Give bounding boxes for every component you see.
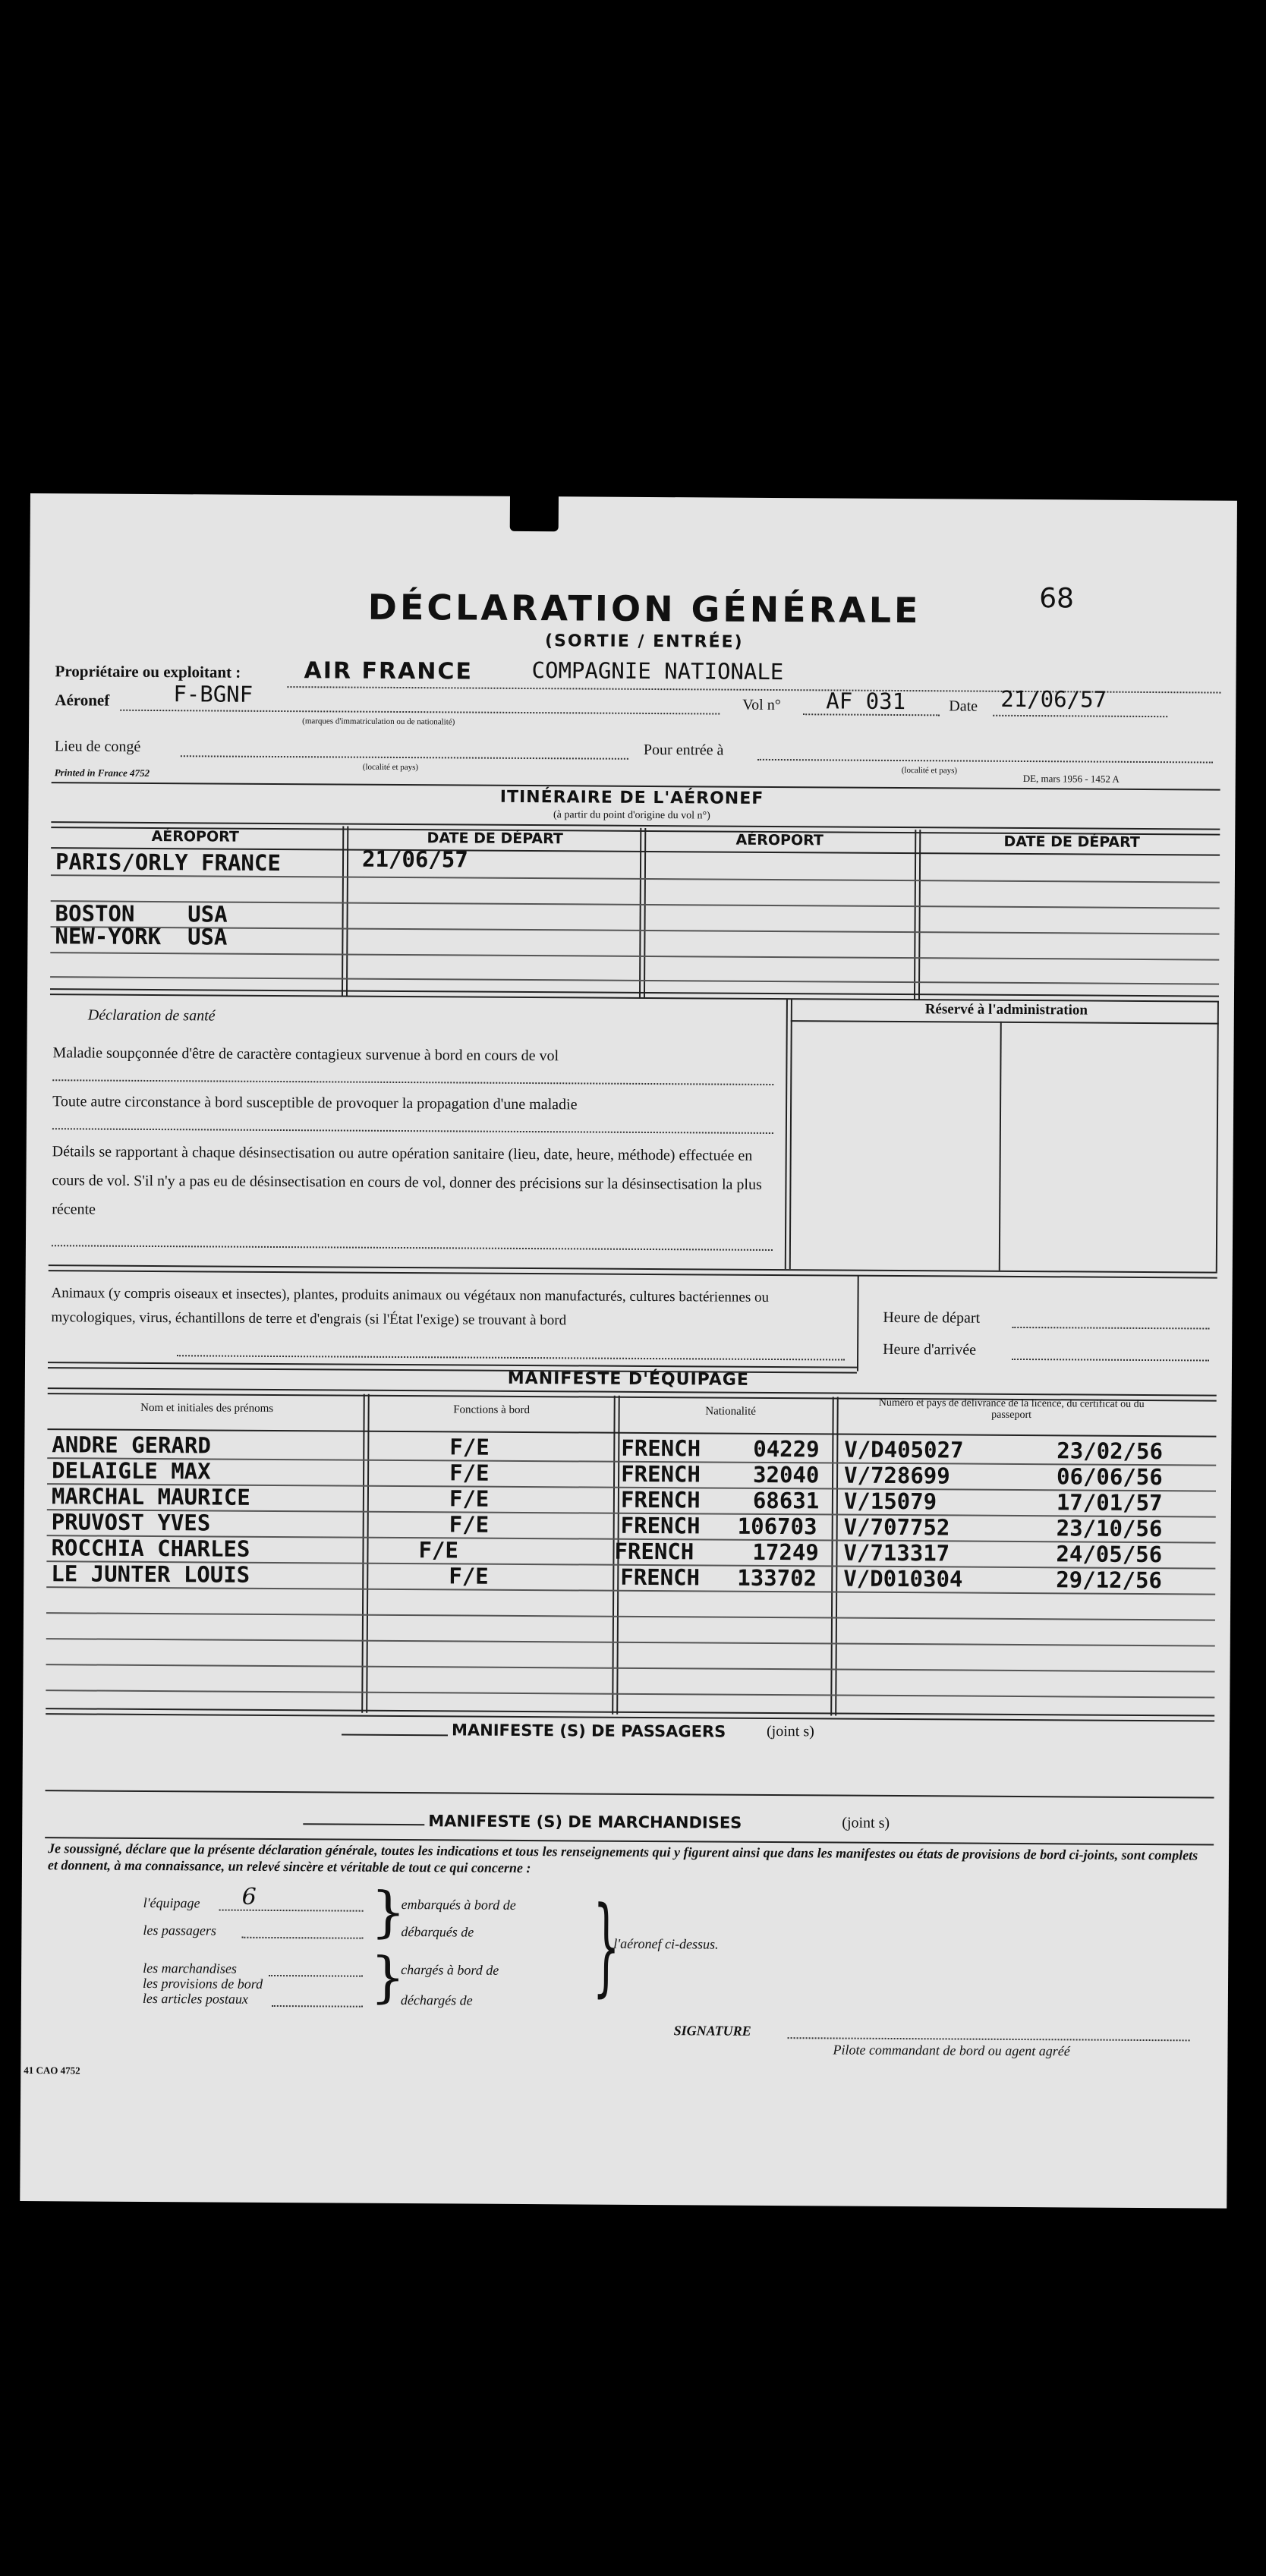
crew-row-function: F/E [449,1563,489,1589]
aeronef-value: F-BGNF [173,681,254,707]
crew-row-license: V/713317 [843,1539,950,1567]
proprietaire-value-2: COMPAGNIE NATIONALE [531,657,784,685]
marchandises-label: les marchandises [143,1960,238,1976]
crew-heading: MANIFESTE D'ÉQUIPAGE [507,1368,750,1390]
pour-entree-line [757,759,1213,764]
vol-line [803,713,940,716]
signature-label: SIGNATURE [673,2023,751,2039]
heure-arrivee-label: Heure d'arrivée [883,1340,977,1359]
heure-arrivee-line [1012,1359,1209,1362]
reserved-box-left-b [789,999,792,1269]
itinerary-divider-3 [914,830,916,1000]
itinerary-row2-airport: BOSTON USA [55,900,228,927]
itinerary-subheading: (à partir du point d'origine du vol n°) [553,809,710,822]
reserved-box-right [1216,1002,1219,1272]
crew-row-number: 17249 [752,1538,819,1566]
crew-row-license: V/707752 [843,1513,950,1541]
crew-row-date: 23/02/56 [1057,1438,1164,1465]
crew-row-function: F/E [418,1537,458,1564]
passengers-leader [342,1734,448,1737]
heure-depart-label: Heure de départ [883,1308,981,1327]
page-number: 68 [1039,583,1075,615]
itinerary-row-line [51,874,1220,883]
printed-in-label: Printed in France 4752 [54,767,150,779]
itinerary-bottom-rule [50,988,1219,1002]
equipage-value: 6 [241,1883,257,1910]
crew-row-date: 24/05/56 [1056,1541,1163,1568]
lieu-conge-line [181,755,628,760]
equipage-line [219,1910,364,1912]
pour-entree-label: Pour entrée à [643,741,724,759]
declaration-form-page [20,493,1237,2209]
col-date-depart-1: DATE DE DÉPART [427,830,563,848]
health-bottom-rule [49,1264,1217,1278]
date-value: 21/06/57 [1000,685,1107,713]
crew-row-date: 23/10/56 [1056,1515,1163,1542]
crew-row-nationality: FRENCH [621,1434,701,1462]
crew-row-name: LE JUNTER LOUIS [51,1560,250,1588]
reserved-box-left [785,999,788,1269]
proprietaire-value-1: AIR FRANCE [304,657,474,685]
date-line [993,715,1167,717]
itinerary-divider-2 [639,828,641,998]
col-aeroport-1: AÉROPORT [151,827,239,846]
aeronef-hint: (marques d'immatriculation ou de nationalité) [302,716,455,727]
decharges-label: déchargés de [400,1992,473,2008]
passagers-line [241,1937,363,1939]
animals-box-divider [857,1276,859,1371]
itinerary-heading: ITINÉRAIRE DE L'AÉRONEF [499,787,764,808]
form-code: 41 CAO 4752 [24,2064,80,2077]
date-label: Date [949,698,978,715]
crew-row-name: ANDRE GERARD [52,1431,211,1459]
aeronef-ci-dessus: l'aéronef ci-dessus. [613,1935,719,1952]
col-aeroport-2: AÉROPORT [735,831,824,849]
crew-col-license: Numéro et pays de délivrance de la licence, du certificat ou du passeport [878,1397,1145,1422]
vol-value: AF 031 [826,688,906,715]
passengers-joint: (joint s) [766,1722,814,1740]
aeronef-label: Aéronef [55,691,110,710]
animals-rule [177,1355,845,1360]
form-subtitle: (SORTIE / ENTRÉE) [544,631,744,652]
animals-text: Animaux (y compris oiseaux et insectes), plantes, produits animaux ou végétaux non manufacturés, cultures bactériennes ou mycologiques, virus, échantillons de terre et d'engrais (si l'État l'exige) se trouvant à bord [51,1285,770,1329]
lieu-conge-label: Lieu de congé [54,738,141,755]
crew-row-date: 29/12/56 [1056,1567,1163,1594]
declaration-text: Je soussigné, déclare que la présente déclaration générale, toutes les indications et tous les renseignements qui y figurent ainsi que dans les manifestes ou états de provisions de bord ci-joints, sont complets et donnent, à ma connaissance, un relevé sincère et véritable de tout ce qui concerne : [47,1841,1198,1876]
charges-label: chargés à bord de [401,1962,499,1978]
vol-label: Vol n° [742,696,781,714]
crew-row-function: F/E [449,1460,490,1486]
debarques-label: débarqués de [401,1924,474,1940]
passagers-label: les passagers [143,1922,217,1938]
reserved-header-rule [791,1020,1219,1024]
embarques-label: embarqués à bord de [401,1897,516,1913]
itinerary-divider-2b [644,828,646,998]
pilote-label: Pilote commandant de bord ou agent agréé [833,2042,1070,2059]
goods-joint: (joint s) [842,1814,890,1831]
col-date-depart-2: DATE DE DÉPART [1003,833,1140,851]
health-line-2-rule [52,1128,773,1134]
crew-row-name: ROCCHIA CHARLES [51,1535,250,1562]
itinerary-row1-date: 21/06/57 [361,846,468,873]
brace-2: } [370,1945,406,2010]
crew-col-nationality: Nationalité [705,1405,757,1418]
crew-row-nationality: FRENCH [620,1512,701,1539]
form-title: DÉCLARATION GÉNÉRALE [367,586,921,631]
printed-code: DE, mars 1956 - 1452 A [1022,772,1120,785]
health-heading: Déclaration de santé [87,1006,216,1025]
crew-row-function: F/E [449,1511,490,1538]
crew-bottom-rule [46,1708,1214,1721]
marchandises-line [269,1975,363,1977]
health-line-3: Détails se rapportant à chaque désinsectisation ou autre opération sanitaire (lieu, date, heure, méthode) effectuée en cours de vol. S'il n'y a pas eu de désinsectisation en cours de vol, donner des précisions sur la désinsectisation la plus récente [52,1143,762,1218]
signature-line [788,2037,1190,2041]
crew-row-function: F/E [449,1485,490,1512]
health-line-1: Maladie soupçonnée d'être de caractère contagieux survenue à bord en cours de vol [52,1044,559,1065]
itinerary-row3-airport: NEW-YORK USA [55,923,228,950]
crew-row-rule [46,1690,1214,1698]
aeronef-line [120,710,720,715]
itinerary-divider-3b [918,830,921,1000]
localite-hint-1: (localité et pays) [362,762,419,773]
localite-hint-2: (localité et pays) [901,766,958,776]
passengers-heading: MANIFESTE (S) DE PASSAGERS [451,1721,726,1741]
crew-row-name: MARCHAL MAURICE [51,1483,250,1510]
crew-col-name: Nom et initiales des prénoms [140,1401,274,1415]
health-line-1-rule [52,1079,773,1085]
itinerary-divider-1 [342,827,344,997]
crew-row-number: 133702 [737,1564,817,1592]
crew-row-nationality: FRENCH [620,1564,701,1591]
equipage-label: l'équipage [143,1894,200,1911]
goods-heading: MANIFESTE (S) DE MARCHANDISES [428,1812,742,1832]
brace-3: } [592,1884,621,2008]
health-line-3-rule [52,1245,773,1251]
itinerary-row1-airport: PARIS/ORLY FRANCE [55,849,281,877]
itinerary-row-line [50,952,1219,960]
crew-row-number: 32040 [753,1461,820,1488]
crew-row-date: 17/01/57 [1056,1489,1163,1516]
punch-notch [510,492,559,531]
reserved-box-divider [999,1022,1002,1271]
crew-row-nationality: FRENCH [620,1486,701,1513]
goods-leader [303,1823,424,1825]
crew-row-rule [46,1612,1215,1620]
passengers-bottom-rule [46,1790,1214,1798]
itinerary-divider-1b [346,827,348,997]
provisions-label: les provisions de bord [142,1975,263,1992]
articles-line [272,2005,363,2008]
crew-row-name: PRUVOST YVES [51,1509,211,1536]
crew-row-number: 68631 [752,1487,820,1514]
crew-col-function: Fonctions à bord [453,1403,531,1417]
crew-row-license: V/D405027 [844,1436,964,1463]
proprietaire-label: Propriétaire ou exploitant : [55,662,241,682]
crew-row-number: 106703 [737,1513,817,1540]
crew-row-date: 06/06/56 [1057,1463,1163,1491]
crew-row-function: F/E [449,1434,490,1460]
crew-row-license: V/728699 [844,1462,950,1489]
crew-row-license: V/D010304 [843,1565,963,1592]
crew-row-rule [46,1638,1215,1646]
brace-1: } [370,1879,406,1945]
crew-row-nationality: FRENCH [621,1460,701,1488]
crew-row-license: V/15079 [843,1488,937,1515]
crew-row-name: DELAIGLE MAX [52,1457,211,1485]
crew-divider-3 [830,1397,834,1715]
crew-row-nationality: FRENCH [614,1538,694,1565]
health-line-2: Toute autre circonstance à bord susceptible de provoquer la propagation d'une maladie [52,1093,578,1113]
crew-row-rule [46,1664,1215,1672]
articles-label: les articles postaux [142,1990,248,2007]
reserved-heading: Réservé à l'administration [924,1001,1088,1019]
itinerary-row-line [50,976,1219,984]
crew-row-number: 04229 [753,1435,820,1463]
heure-depart-line [1012,1327,1209,1330]
